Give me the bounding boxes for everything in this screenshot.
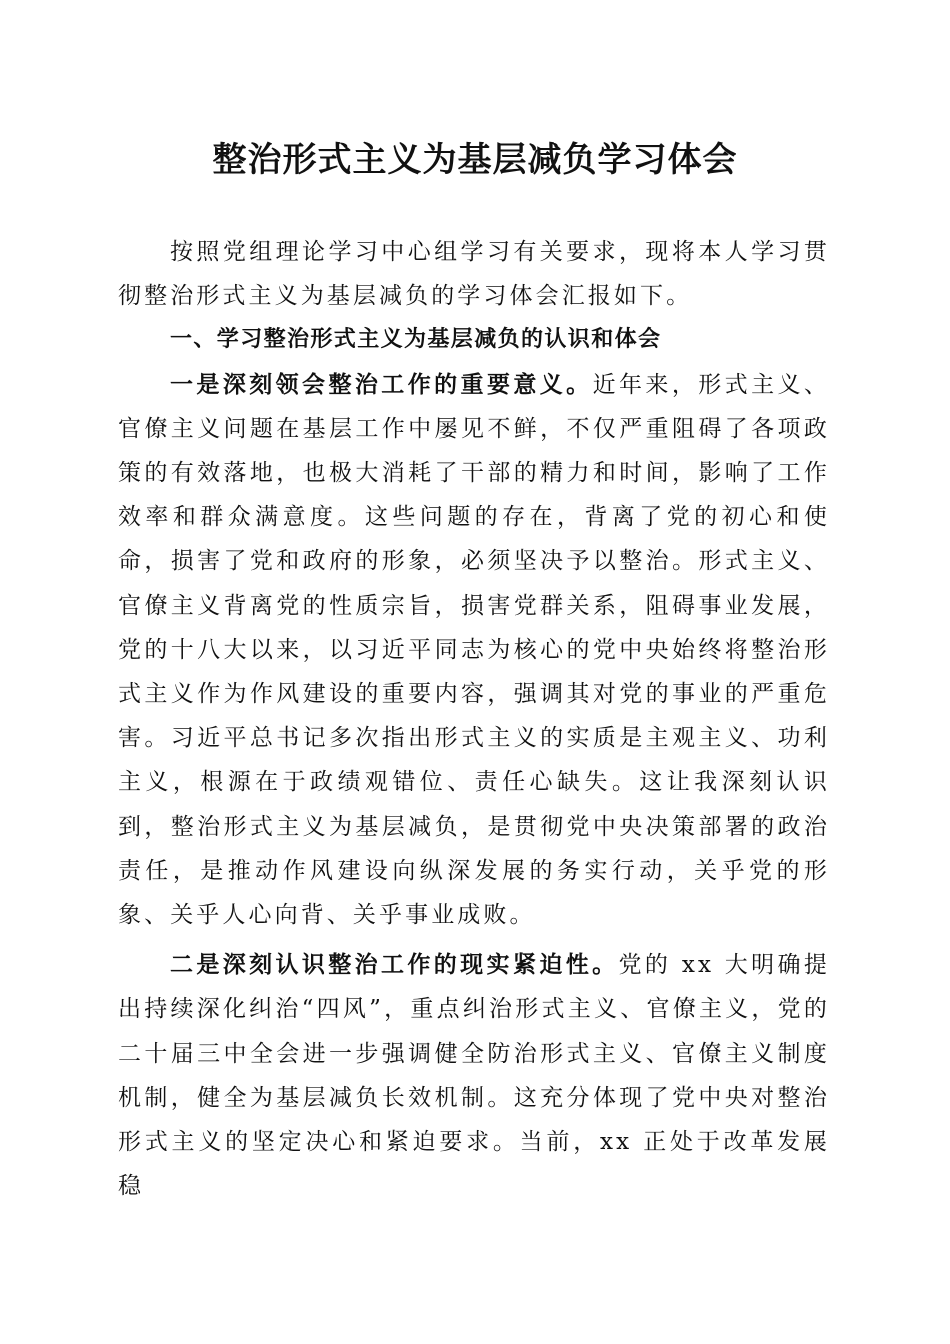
document-title: 整治形式主义为基层减负学习体会 xyxy=(212,140,738,180)
point-2-paragraph xyxy=(118,943,830,1208)
point-1-text: 近年来，形式主义、官僚主义问题在基层工作中屡见不鲜，不仅严重阻碍了各项政策的有效落地，也极大消耗了干部的精力和时间，影响了工作效率和群众满意度。这些问题的存在，背离了党的初心和使命，损害了党和政府的形象，必须坚决予以整治。形式主义、官僚主义背离党的性质宗旨，损害党群关系，阻碍事业发展，党的十八大以来，以习近平同志为核心的党中央始终将整治形式主义作为作风建设的重要内容，强调其对党的事业的严重危害。习近平总书记多次指出形式主义的实质是主观主义、功利主义，根源在于政绩观错位、责任心缺失。这让我深刻认识到，整治形式主义为基层减负，是贯彻党中央决策部署的政治责任，是推动作风建设向纵深发展的务实行动，关乎党的形象、关乎人心向背、关乎事业成败。 xyxy=(118,371,830,929)
document-body xyxy=(118,230,830,1208)
point-1-lead: 一是深刻领会整治工作的重要意义。 xyxy=(170,370,593,398)
section-heading: 一、学习整治形式主义为基层减负的认识和体会 xyxy=(170,327,662,353)
intro-paragraph: 按照党组理论学习中心组学习有关要求，现将本人学习贯彻整治形式主义为基层减负的学习体会汇报如下。 xyxy=(118,239,830,310)
point-2-text: 党的 xx 大明确提出持续深化纠治“四风”，重点纠治形式主义、官僚主义，党的二十届三中全会进一步强调健全防治形式主义、官僚主义制度机制，健全为基层减负长效机制。这充分体现了党中央对整治形式主义的坚定决心和紧迫要求。当前，xx 正处于改革发展稳 xyxy=(118,952,830,1200)
point-1-paragraph xyxy=(118,363,830,938)
point-2-lead: 二是深刻认识整治工作的现实紧迫性。 xyxy=(170,951,619,979)
